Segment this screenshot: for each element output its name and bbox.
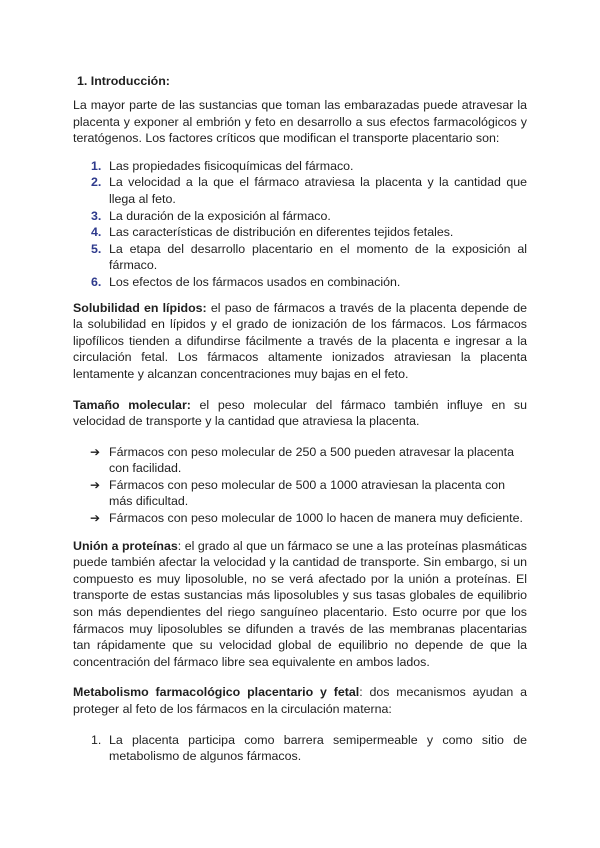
list-item [73,241,527,274]
list-number: 4. [91,225,102,240]
arrow-right-icon: ➔ [90,511,101,526]
metabolism-paragraph [73,684,527,717]
list-item-text: Fármacos con peso molecular de 500 a 1000 atraviesan la placenta con más dificultad. [109,477,506,509]
lipid-solubility-paragraph [73,300,527,383]
document-body [73,74,527,774]
list-item-text: Fármacos con peso molecular de 1000 lo hacen de manera muy deficiente. [109,511,523,526]
molecular-weight-list [73,444,527,527]
list-item-text: La velocidad a la que el fármaco atraviesa la placenta y la cantidad que llega al feto. [109,175,527,206]
list-item [73,224,527,241]
list-number: 3. [91,208,102,223]
mechanisms-list [73,732,527,765]
list-item [73,444,527,477]
list-item [73,158,527,175]
list-item-text: Las propiedades fisicoquímicas del fármaco. [109,158,354,173]
list-item [73,174,527,207]
protein-binding-paragraph [73,538,527,671]
list-item [73,477,527,510]
list-item-text: Fármacos con peso molecular de 250 a 500 pueden atravesar la placenta con facilidad. [109,444,515,476]
factors-list [73,158,527,291]
list-item [73,732,527,765]
paragraph-text: : dos mecanismos ayudan a proteger al feto de los fármacos en la circulación materna: [73,685,527,716]
list-item-text: Los efectos de los fármacos usados en combinación. [109,274,401,289]
list-number: 6. [91,274,102,289]
list-number: 1. [91,732,102,747]
paragraph-text: el peso molecular del fármaco también influye en su velocidad de transporte y la cantidad que atraviesa la placenta. [73,397,527,429]
list-number: 1. [91,158,102,173]
arrow-right-icon: ➔ [90,477,101,492]
paragraph-text: : el grado al que un fármaco se une a las proteínas plasmáticas puede también afectar la velocidad y la cantidad de transporte. Sin embargo, si un compuesto es muy liposoluble, no se verá afectado por la unión a proteínas. El transporte de estas sustancias más liposolubles y sus tasas globales de equilibrio son más dependientes del riego sanguíneo placentario. Esto ocurre por que los fármacos muy liposolubles se difunden a través de las membranas placentarias tan rápidamente que su velocidad global de equilibrio no depende de que la concentración del fármaco libre sea equivalente en ambos lados. [73,538,527,669]
paragraph-title: Unión a proteínas [73,538,178,553]
paragraph-title: Tamaño molecular: [73,397,191,412]
section-heading: 1. Introducción: [77,74,170,88]
list-item-text: La duración de la exposición al fármaco. [109,208,331,223]
intro-paragraph: La mayor parte de las sustancias que toman las embarazadas puede atravesar la placenta y exponer al embrión y feto en desarrollo a sus efectos farmacológicos y teratógenos. Los factores críticos que modifican el transporte placentario son: [73,98,527,146]
list-item [73,208,527,225]
list-item-text: La etapa del desarrollo placentario en el momento de la exposición al fármaco. [109,241,527,273]
list-number: 2. [91,175,102,190]
arrow-right-icon: ➔ [90,444,101,459]
list-number: 5. [91,241,102,256]
list-item [73,510,527,527]
list-item [73,274,527,291]
list-item-text: Las características de distribución en diferentes tejidos fetales. [109,225,454,240]
molecular-size-paragraph [73,397,527,430]
paragraph-text: el paso de fármacos a través de la placenta depende de la solubilidad en lípidos y el grado de ionización de los fármacos. Los fármacos lipofílicos tienden a difundirse fácilmente a través de la placenta e ingresar a la circulación fetal. Los fármacos altamente ionizados atraviesan la placenta lentamente y alcanzan concentraciones muy bajas en el feto. [73,300,527,381]
list-item-text: La placenta participa como barrera semipermeable y como sitio de metabolismo de algunos fármacos. [109,732,527,764]
paragraph-title: Solubilidad en lípidos: [73,300,207,315]
paragraph-title: Metabolismo farmacológico placentario y fetal [73,685,360,700]
